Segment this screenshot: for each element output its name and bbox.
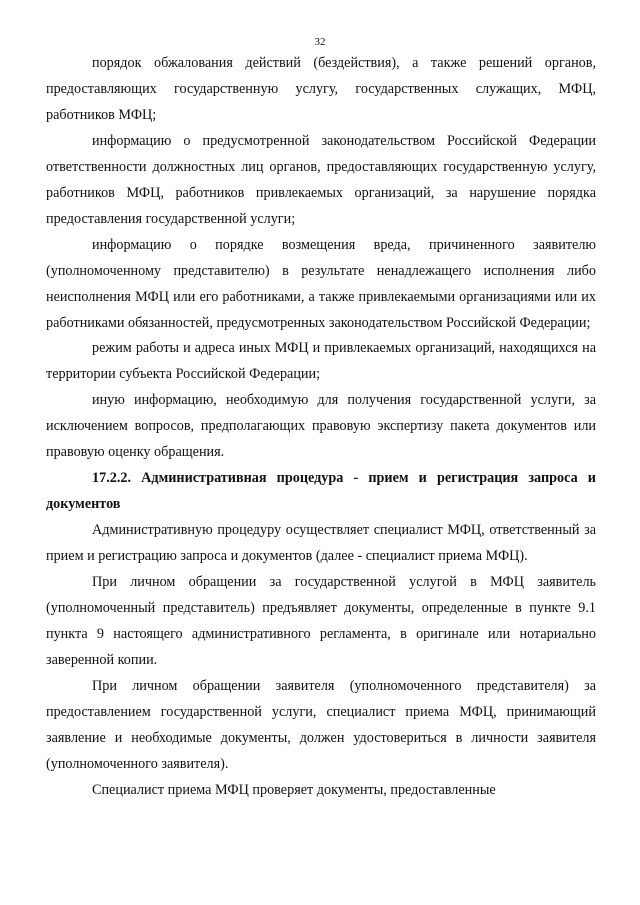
paragraph-identity-verification: При личном обращении заявителя (уполномоченного представителя) за предоставлением государственной услуги, специалист приема МФЦ, принимающий заявление и необходимые документы, должен удостовериться в личности заявителя (уполномоченного заявителя).: [46, 677, 596, 772]
section-heading: 17.2.2. Административная процедура - прием и регистрация запроса и документов: [46, 470, 596, 513]
document-body: [46, 51, 596, 804]
paragraph-personal-appeal-documents: При личном обращении за государственной услугой в МФЦ заявитель (уполномоченный представитель) предъявляет документы, определенные в пункте 9.1 пункта 9 настоящего административного регламента, в оригинале или нотариально заверенной копии.: [46, 574, 596, 668]
paragraph-document-check: Специалист приема МФЦ проверяет документы, предоставленные: [92, 781, 496, 798]
page-number: 32: [314, 36, 326, 48]
paragraph-other-info: иную информацию, необходимую для получения государственной услуги, за исключением вопросов, предполагающих правовую экспертизу пакета документов или правовую оценку обращения.: [46, 392, 596, 461]
paragraph-liability-info: информацию о предусмотренной законодательством Российской Федерации ответственности должностных лиц органов, предоставляющих государственную услугу, работников МФЦ, работников привлекаемых организаций, за нарушение порядка предоставления государственной услуги;: [46, 132, 596, 227]
paragraph-appeal-procedure: порядок обжалования действий (бездействия), а также решений органов, предоставляющих государственную услугу, государственных служащих, МФЦ, работников МФЦ;: [46, 55, 596, 123]
paragraph-damage-compensation: информацию о порядке возмещения вреда, причиненного заявителю (уполномоченному представителю) в результате ненадлежащего исполнения либо неисполнения МФЦ или его работниками, а также привлекаемыми организациями или их работниками обязанностей, предусмотренных законодательством Российской Федерации;: [46, 236, 596, 331]
paragraph-procedure-specialist: Административную процедуру осуществляет специалист МФЦ, ответственный за прием и регистрацию запроса и документов (далее - специалист приема МФЦ).: [46, 522, 596, 565]
paragraph-working-hours: режим работы и адреса иных МФЦ и привлекаемых организаций, находящихся на территории субъекта Российской Федерации;: [46, 340, 596, 383]
